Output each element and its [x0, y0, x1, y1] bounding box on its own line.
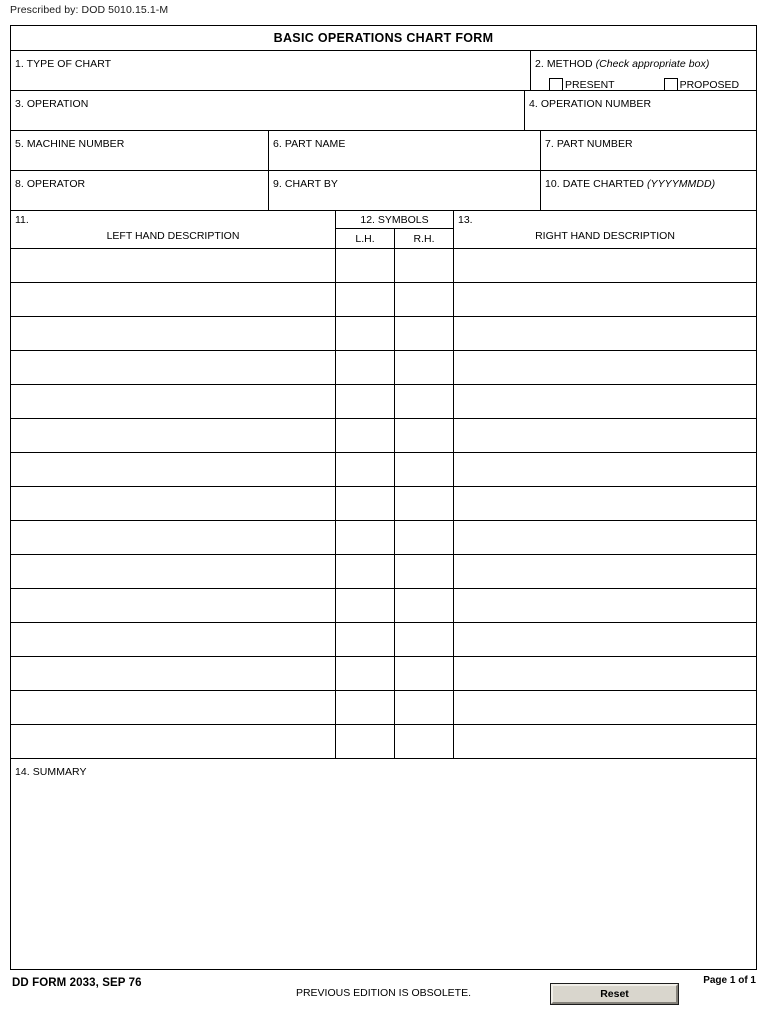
column-header-right-title: RIGHT HAND DESCRIPTION	[535, 230, 675, 242]
cell-right-hand-description[interactable]	[453, 589, 756, 622]
cell-symbol-lh[interactable]	[335, 249, 394, 282]
cell-symbol-lh[interactable]	[335, 283, 394, 316]
checkbox-present-wrap[interactable]	[549, 78, 615, 90]
label-part-number: 7. PART NUMBER	[545, 138, 633, 150]
cell-left-hand-description[interactable]	[11, 487, 335, 520]
cell-right-hand-description[interactable]	[453, 351, 756, 384]
table-row	[11, 351, 756, 385]
form-title-row	[11, 26, 756, 51]
cell-symbol-rh[interactable]	[394, 419, 453, 452]
cell-symbol-rh[interactable]	[394, 657, 453, 690]
cell-left-hand-description[interactable]	[11, 453, 335, 486]
label-method: 2. METHOD (Check appropriate box)	[535, 58, 710, 70]
label-chart-by: 9. CHART BY	[273, 178, 338, 190]
field-operation-number[interactable]	[524, 91, 755, 130]
column-header-lh: L.H.	[355, 232, 375, 245]
cell-symbol-rh[interactable]	[394, 487, 453, 520]
field-machine-number[interactable]	[11, 131, 268, 170]
page-title: BASIC OPERATIONS CHART FORM	[273, 31, 494, 45]
cell-left-hand-description[interactable]	[11, 385, 335, 418]
cell-symbol-lh[interactable]	[335, 691, 394, 724]
cell-symbol-lh[interactable]	[335, 351, 394, 384]
cell-symbol-rh[interactable]	[394, 283, 453, 316]
cell-symbol-lh[interactable]	[335, 453, 394, 486]
table-row	[11, 725, 756, 759]
column-header-left-title: LEFT HAND DESCRIPTION	[106, 230, 240, 242]
cell-symbol-lh[interactable]	[335, 589, 394, 622]
field-method	[530, 51, 755, 90]
table-row	[11, 453, 756, 487]
cell-left-hand-description[interactable]	[11, 691, 335, 724]
field-date-charted[interactable]	[540, 171, 755, 210]
cell-left-hand-description[interactable]	[11, 555, 335, 588]
cell-right-hand-description[interactable]	[453, 487, 756, 520]
cell-left-hand-description[interactable]	[11, 725, 335, 758]
cell-symbol-lh[interactable]	[335, 623, 394, 656]
reset-button[interactable]: Reset	[551, 984, 678, 1004]
row-type-method	[11, 51, 756, 91]
cell-left-hand-description[interactable]	[11, 317, 335, 350]
cell-symbol-lh[interactable]	[335, 385, 394, 418]
cell-right-hand-description[interactable]	[453, 453, 756, 486]
cell-symbol-rh[interactable]	[394, 555, 453, 588]
label-date-charted: 10. DATE CHARTED (YYYYMMDD)	[545, 178, 716, 190]
cell-symbol-lh[interactable]	[335, 317, 394, 350]
cell-symbol-lh[interactable]	[335, 487, 394, 520]
cell-right-hand-description[interactable]	[453, 249, 756, 282]
checkbox-present[interactable]	[549, 78, 563, 90]
field-summary[interactable]	[11, 759, 756, 959]
cell-symbol-rh[interactable]	[394, 351, 453, 384]
table-header-row	[11, 211, 756, 249]
column-header-rh: R.H.	[394, 229, 453, 248]
field-operation[interactable]	[11, 91, 524, 130]
table-row	[11, 691, 756, 725]
method-checkbox-group	[535, 78, 755, 90]
cell-symbol-rh[interactable]	[394, 691, 453, 724]
cell-left-hand-description[interactable]	[11, 521, 335, 554]
label-summary: 14. SUMMARY	[15, 766, 87, 778]
checkbox-proposed-label: PROPOSED	[679, 79, 740, 90]
table-row	[11, 249, 756, 283]
cell-left-hand-description[interactable]	[11, 623, 335, 656]
cell-left-hand-description[interactable]	[11, 419, 335, 452]
cell-right-hand-description[interactable]	[453, 555, 756, 588]
column-header-right-number: 13.	[458, 214, 473, 226]
cell-right-hand-description[interactable]	[453, 725, 756, 758]
row-machine-part	[11, 131, 756, 171]
cell-right-hand-description[interactable]	[453, 419, 756, 452]
cell-right-hand-description[interactable]	[453, 317, 756, 350]
cell-symbol-rh[interactable]	[394, 725, 453, 758]
label-part-name: 6. PART NAME	[273, 138, 346, 150]
cell-symbol-lh[interactable]	[335, 657, 394, 690]
field-type-of-chart[interactable]	[11, 51, 530, 90]
cell-right-hand-description[interactable]	[453, 385, 756, 418]
cell-right-hand-description[interactable]	[453, 521, 756, 554]
label-type-of-chart: 1. TYPE OF CHART	[15, 58, 112, 70]
table-row	[11, 521, 756, 555]
cell-right-hand-description[interactable]	[453, 623, 756, 656]
column-header-right-hand	[453, 211, 756, 248]
form-identifier: DD FORM 2033, SEP 76	[12, 977, 142, 989]
cell-symbol-rh[interactable]	[394, 453, 453, 486]
table-row	[11, 283, 756, 317]
table-row	[11, 555, 756, 589]
table-row	[11, 487, 756, 521]
cell-left-hand-description[interactable]	[11, 657, 335, 690]
checkbox-proposed-wrap[interactable]	[664, 78, 740, 90]
cell-left-hand-description[interactable]	[11, 283, 335, 316]
cell-right-hand-description[interactable]	[453, 691, 756, 724]
table-row	[11, 317, 756, 351]
prescribed-by-text: Prescribed by: DOD 5010.15.1-M	[10, 4, 169, 16]
cell-left-hand-description[interactable]	[11, 249, 335, 282]
label-operation-number: 4. OPERATION NUMBER	[529, 98, 652, 110]
cell-right-hand-description[interactable]	[453, 283, 756, 316]
cell-symbol-rh[interactable]	[394, 521, 453, 554]
row-operation	[11, 91, 756, 131]
previous-edition-notice: PREVIOUS EDITION IS OBSOLETE.	[295, 987, 472, 999]
field-part-number[interactable]	[540, 131, 755, 170]
form-body	[10, 25, 757, 970]
field-operator[interactable]	[11, 171, 268, 210]
table-row	[11, 623, 756, 657]
cell-symbol-rh[interactable]	[394, 385, 453, 418]
column-header-left-number: 11.	[15, 214, 29, 226]
column-header-symbols	[335, 211, 453, 248]
cell-right-hand-description[interactable]	[453, 657, 756, 690]
column-header-symbols-sub	[336, 229, 453, 248]
cell-symbol-rh[interactable]	[394, 317, 453, 350]
label-operation: 3. OPERATION	[15, 98, 89, 110]
label-operator: 8. OPERATOR	[15, 178, 86, 190]
cell-symbol-lh[interactable]	[335, 555, 394, 588]
cell-left-hand-description[interactable]	[11, 351, 335, 384]
cell-symbol-rh[interactable]	[394, 589, 453, 622]
cell-symbol-lh[interactable]	[335, 725, 394, 758]
form-footer	[10, 975, 757, 1015]
column-header-left-hand	[11, 211, 335, 248]
table-row	[11, 657, 756, 691]
checkbox-present-label: PRESENT	[565, 79, 615, 90]
label-machine-number: 5. MACHINE NUMBER	[15, 138, 125, 150]
table-body	[11, 249, 756, 759]
table-row	[11, 419, 756, 453]
field-part-name[interactable]	[268, 131, 540, 170]
cell-left-hand-description[interactable]	[11, 589, 335, 622]
cell-symbol-rh[interactable]	[394, 249, 453, 282]
column-header-symbols-title: 12. SYMBOLS	[336, 211, 453, 229]
field-chart-by[interactable]	[268, 171, 540, 210]
row-operator-chartby-date	[11, 171, 756, 211]
table-row	[11, 589, 756, 623]
cell-symbol-lh[interactable]	[335, 419, 394, 452]
table-row	[11, 385, 756, 419]
cell-symbol-lh[interactable]	[335, 521, 394, 554]
cell-symbol-rh[interactable]	[394, 623, 453, 656]
checkbox-proposed[interactable]	[664, 78, 678, 90]
page-number: Page 1 of 1	[703, 975, 756, 986]
